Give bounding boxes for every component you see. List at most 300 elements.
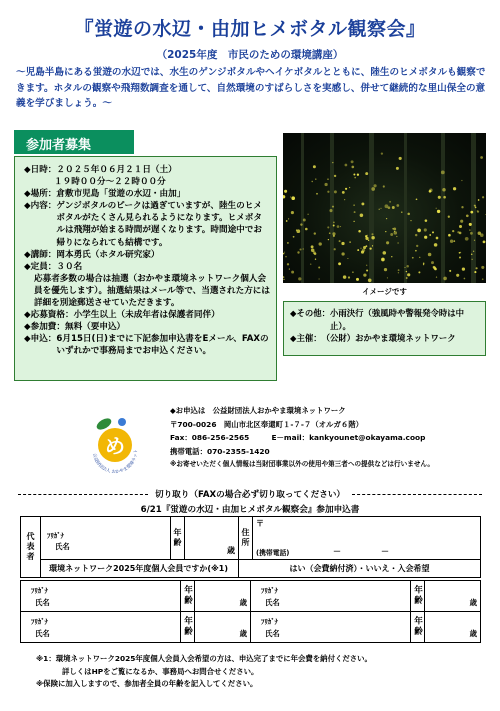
firefly-light bbox=[347, 258, 348, 259]
content-label: ◆内容： bbox=[24, 201, 57, 212]
furigana-label: ﾌﾘｶﾞﾅ bbox=[31, 618, 48, 626]
firefly-light bbox=[401, 212, 402, 213]
firefly-light bbox=[291, 271, 294, 274]
firefly-light bbox=[416, 245, 418, 247]
rep-address-field[interactable] bbox=[253, 517, 481, 560]
firefly-light bbox=[300, 223, 302, 225]
firefly-light bbox=[329, 209, 332, 212]
firefly-light bbox=[462, 267, 465, 270]
tree-trunk bbox=[330, 133, 334, 283]
firefly-light bbox=[315, 259, 316, 260]
firefly-light bbox=[460, 220, 463, 223]
firefly-light bbox=[285, 256, 286, 257]
logo-ring-text: 公益財団法人 おかやま環境ネット bbox=[91, 449, 140, 476]
firefly-light bbox=[284, 190, 287, 193]
firefly-light bbox=[311, 181, 312, 182]
firefly-light bbox=[389, 201, 391, 203]
firefly-light bbox=[289, 269, 290, 270]
capacity-value: ３０名 bbox=[56, 261, 83, 272]
firefly-light bbox=[366, 269, 368, 271]
firefly-light bbox=[476, 267, 478, 269]
member-age-field-4[interactable] bbox=[425, 612, 481, 643]
firefly-light bbox=[284, 252, 285, 253]
rep-age-field[interactable] bbox=[185, 517, 239, 560]
furigana-label: ﾌﾘｶﾞﾅ bbox=[261, 587, 278, 595]
apply-label: ◆申込： bbox=[24, 334, 57, 345]
firefly-light bbox=[286, 220, 288, 222]
member-form-rows bbox=[20, 580, 481, 643]
member-age-field-1[interactable] bbox=[195, 581, 251, 612]
member-age-field-2[interactable] bbox=[425, 581, 481, 612]
firefly-light bbox=[391, 256, 392, 257]
firefly-light bbox=[334, 248, 336, 250]
firefly-light bbox=[425, 219, 428, 222]
firefly-light bbox=[460, 252, 462, 254]
firefly-light bbox=[385, 204, 389, 208]
firefly-light bbox=[480, 156, 483, 159]
firefly-light bbox=[475, 207, 477, 209]
firefly-light bbox=[365, 172, 368, 175]
name-label: 氏名 bbox=[265, 629, 280, 638]
firefly-light bbox=[324, 183, 327, 186]
firefly-light bbox=[474, 205, 476, 207]
content-value: ゲンジボタルのピークは過ぎていますが、陸生のヒメボタルがたくさん見られるようになります。ヒメボタルは飛翔が始まる時間が遅くなります。時間途中でお帰りになられても結構です。 bbox=[56, 201, 262, 248]
firefly-light bbox=[410, 220, 411, 221]
age-label: 年齢 bbox=[411, 612, 425, 643]
age-label: 年齢 bbox=[181, 612, 195, 643]
lecturer-value: 岡本勇氏（ホタル研究家） bbox=[56, 249, 160, 260]
member-question: 環境ネットワーク2025年度個人会員ですか(※1) bbox=[41, 560, 239, 578]
fee-row bbox=[24, 321, 270, 333]
rep-sai-label: 歳 bbox=[227, 546, 235, 555]
firefly-light bbox=[383, 251, 387, 255]
rep-address-label: 住所 bbox=[239, 517, 253, 560]
time-value: １９時００分～２２時００分 bbox=[54, 177, 166, 188]
firefly-light bbox=[399, 157, 402, 160]
sai-label: 歳 bbox=[469, 598, 477, 607]
firefly-light bbox=[343, 275, 346, 278]
firefly-light bbox=[353, 221, 354, 222]
member-name-field-1[interactable] bbox=[21, 581, 181, 612]
firefly-light bbox=[349, 187, 350, 188]
firefly-light bbox=[344, 199, 345, 200]
postal-mark: 〒 bbox=[256, 519, 264, 528]
logo-mark-icon bbox=[84, 415, 146, 477]
firefly-light bbox=[341, 242, 344, 245]
firefly-light bbox=[415, 234, 417, 236]
rep-name-label: 氏名 bbox=[55, 542, 70, 551]
firefly-light bbox=[334, 175, 336, 177]
firefly-light bbox=[352, 271, 354, 273]
contact-mobile: 携帯電話：070-2355-1420 bbox=[170, 446, 270, 456]
firefly-light bbox=[424, 236, 427, 239]
representative-label: 代表者 bbox=[21, 517, 41, 578]
contact-fax-email: Fax：086-256-2565 E－mail：kankyounet@okayama.coop bbox=[170, 433, 426, 443]
firefly-light bbox=[448, 234, 451, 237]
firefly-light bbox=[387, 277, 388, 278]
firefly-light bbox=[296, 229, 297, 230]
firefly-light bbox=[354, 177, 356, 179]
firefly-light bbox=[441, 171, 445, 175]
eligibility-value: 小学生以上（未成年者は保護者同伴） bbox=[73, 310, 220, 321]
firefly-light bbox=[448, 216, 450, 218]
firefly-light bbox=[334, 190, 337, 193]
sai-label: 歳 bbox=[469, 629, 477, 638]
firefly-light bbox=[442, 188, 446, 192]
firefly-light bbox=[332, 162, 333, 163]
tree-trunk bbox=[369, 133, 374, 283]
firefly-light bbox=[423, 263, 425, 265]
firefly-light bbox=[415, 250, 417, 252]
firefly-light bbox=[433, 266, 436, 269]
firefly-light bbox=[398, 269, 400, 271]
firefly-light bbox=[318, 267, 320, 269]
firefly-light bbox=[372, 245, 373, 246]
firefly-light bbox=[457, 231, 459, 233]
firefly-light bbox=[351, 160, 354, 163]
firefly-light bbox=[319, 242, 322, 245]
details-box bbox=[14, 156, 277, 381]
footnotes bbox=[36, 653, 496, 691]
rep-age-label: 年齢 bbox=[171, 517, 185, 560]
date-label: ◆日時： bbox=[24, 165, 57, 175]
firefly-light bbox=[432, 231, 434, 233]
intro-text: ～児島半島にある蛍遊の水辺では、水生のゲンジボタルやヘイケボタルとともに、陸生のヒメボタルも観察できます。ホタルの観察や飛翔数調査を通して、自然環境のすばらしさを実感し、併せて継続的な里山保全の意義を学びましょう。～ bbox=[16, 67, 486, 109]
firefly-light bbox=[481, 266, 484, 269]
member-age-field-3[interactable] bbox=[195, 612, 251, 643]
firefly-light bbox=[371, 236, 374, 239]
place-value: 倉敷市児島「蛍遊の水辺・由加」 bbox=[56, 189, 186, 200]
mobile-label: (携帯電話) bbox=[256, 549, 290, 557]
firefly-light bbox=[313, 165, 316, 168]
firefly-light bbox=[397, 242, 398, 243]
firefly-light bbox=[434, 243, 438, 247]
firefly-light bbox=[362, 249, 365, 252]
cut-line-text: 切り取り（FAXの場合必ず切り取ってください） bbox=[0, 488, 500, 500]
firefly-light bbox=[368, 278, 372, 282]
firefly-light bbox=[290, 196, 291, 197]
firefly-light bbox=[307, 214, 308, 215]
firefly-light bbox=[418, 271, 420, 273]
privacy-note: ※お寄せいただく個人情報は当財団事業以外の使用や第三者への提供などは行いません。 bbox=[170, 460, 434, 469]
firefly-light bbox=[482, 196, 484, 198]
firefly-light bbox=[380, 208, 381, 209]
firefly-light bbox=[339, 240, 341, 242]
eligibility-label: ◆応募資格： bbox=[24, 310, 74, 321]
representative-form bbox=[20, 516, 481, 578]
firefly-light bbox=[360, 248, 361, 249]
page-subtitle: （2025年度 市民のための環境講座） bbox=[156, 49, 344, 61]
firefly-light bbox=[287, 263, 289, 265]
content-row bbox=[24, 200, 270, 248]
tree-trunk bbox=[301, 133, 304, 283]
tree-trunk bbox=[441, 133, 445, 283]
firefly-light bbox=[291, 211, 294, 214]
firefly-light bbox=[419, 257, 420, 258]
capacity-label: ◆定員： bbox=[24, 261, 57, 272]
firefly-light bbox=[465, 237, 469, 241]
firefly-light bbox=[412, 257, 414, 259]
firefly-light bbox=[369, 247, 371, 249]
firefly-light bbox=[438, 196, 441, 199]
firefly-light bbox=[345, 164, 348, 167]
firefly-light bbox=[283, 276, 284, 278]
capacity-note: 応募者多数の場合は抽選（おかやま環境ネットワーク個人会員を優先します）。抽選結果はメール等で、当選された方には詳細を別途郵送させていただきます。 bbox=[34, 273, 270, 309]
firefly-light bbox=[478, 199, 480, 201]
firefly-light bbox=[416, 198, 418, 200]
apply-row bbox=[24, 333, 270, 357]
firefly-light bbox=[429, 190, 432, 193]
firefly-light bbox=[310, 263, 311, 264]
firefly-light bbox=[379, 209, 380, 210]
firefly-light bbox=[436, 276, 437, 277]
firefly-light bbox=[315, 178, 316, 179]
firefly-light bbox=[311, 245, 314, 248]
firefly-light bbox=[456, 274, 459, 277]
firefly-light bbox=[353, 204, 355, 206]
firefly-light bbox=[341, 252, 344, 255]
lecturer-row bbox=[24, 249, 270, 261]
firefly-light bbox=[357, 174, 359, 176]
firefly-light bbox=[474, 240, 475, 241]
firefly-light bbox=[407, 213, 410, 216]
firefly-light bbox=[429, 234, 431, 236]
other-label: ◆その他： bbox=[290, 308, 330, 318]
firefly-light bbox=[459, 257, 461, 259]
age-label: 年齢 bbox=[411, 581, 425, 612]
firefly-light bbox=[470, 232, 473, 235]
organization-logo bbox=[84, 415, 146, 477]
logo-mark-text: め bbox=[105, 434, 125, 458]
rep-furigana-label: ﾌﾘｶﾞﾅ bbox=[47, 532, 64, 540]
firefly-photo-image bbox=[283, 133, 486, 283]
firefly-light bbox=[351, 166, 354, 169]
firefly-light bbox=[329, 232, 331, 234]
firefly-light bbox=[449, 270, 451, 272]
other-info-box bbox=[283, 301, 486, 356]
photo-caption: イメージです bbox=[362, 287, 407, 296]
form-title: 6/21『蛍遊の水辺・由加ヒメボタル観察会』参加申込書 bbox=[140, 505, 360, 515]
footnote-1: ※1：環境ネットワーク2025年度個人会員入会希望の方は、申込完了までに年会費を納付ください。 bbox=[36, 654, 372, 663]
firefly-light bbox=[288, 218, 289, 219]
firefly-light bbox=[303, 248, 304, 249]
firefly-light bbox=[443, 196, 446, 199]
firefly-light bbox=[404, 267, 405, 268]
firefly-light bbox=[483, 241, 486, 244]
firefly-light bbox=[474, 271, 476, 273]
recruit-banner: 参加者募集 bbox=[14, 130, 134, 154]
firefly-light bbox=[348, 276, 350, 278]
firefly-light bbox=[305, 228, 308, 231]
phone-dashes: － － bbox=[333, 547, 389, 556]
firefly-light bbox=[390, 233, 393, 236]
tree-trunk bbox=[404, 133, 407, 283]
firefly-light bbox=[293, 236, 295, 238]
firefly-light bbox=[358, 230, 361, 233]
firefly-light bbox=[356, 278, 359, 281]
firefly-light bbox=[368, 240, 369, 241]
firefly-light bbox=[366, 265, 367, 266]
firefly-light bbox=[428, 253, 432, 257]
firefly-light bbox=[311, 248, 312, 249]
firefly-light bbox=[423, 264, 424, 265]
firefly-light bbox=[469, 229, 470, 230]
firefly-light bbox=[363, 273, 366, 276]
firefly-light bbox=[327, 178, 328, 179]
firefly-light bbox=[396, 167, 399, 170]
firefly-light bbox=[470, 211, 473, 214]
rep-name-field[interactable] bbox=[41, 517, 171, 560]
firefly-light bbox=[354, 211, 356, 213]
firefly-photo bbox=[283, 133, 486, 283]
firefly-light bbox=[332, 206, 334, 208]
firefly-light bbox=[452, 230, 454, 232]
firefly-light bbox=[371, 187, 375, 191]
fee-value: 無料（要申込） bbox=[64, 322, 126, 333]
firefly-light bbox=[443, 277, 447, 281]
date-row bbox=[24, 164, 270, 176]
other-value: 小雨決行（強風時や警報発令時は中止）。 bbox=[329, 308, 464, 331]
firefly-light bbox=[342, 191, 345, 194]
firefly-light bbox=[450, 240, 453, 243]
organizer-value: （公財）おかやま環境ネットワーク bbox=[321, 333, 456, 343]
firefly-light bbox=[337, 225, 340, 228]
firefly-light bbox=[396, 204, 399, 207]
place-label: ◆場所： bbox=[24, 189, 57, 200]
name-label: 氏名 bbox=[265, 598, 280, 607]
firefly-light bbox=[291, 196, 295, 200]
firefly-light bbox=[485, 214, 486, 215]
firefly-light bbox=[363, 246, 366, 249]
firefly-light bbox=[480, 233, 484, 237]
firefly-light bbox=[332, 232, 335, 235]
member-name-field-2[interactable] bbox=[251, 581, 411, 612]
firefly-light bbox=[431, 261, 434, 264]
furigana-label: ﾌﾘｶﾞﾅ bbox=[31, 587, 48, 595]
firefly-light bbox=[360, 214, 364, 218]
footnote-2: ※保険に加入しますので、参加者全員の年齢を記入してください。 bbox=[36, 679, 258, 689]
sai-label: 歳 bbox=[239, 629, 247, 638]
fee-label: ◆参加費： bbox=[24, 322, 65, 333]
firefly-light bbox=[386, 241, 389, 244]
firefly-light bbox=[459, 225, 462, 228]
page-title: 『蛍遊の水辺・由加ヒメボタル観察会』 bbox=[74, 18, 426, 40]
firefly-light bbox=[361, 202, 364, 205]
firefly-light bbox=[381, 258, 385, 262]
sai-label: 歳 bbox=[239, 598, 247, 607]
firefly-light bbox=[287, 242, 289, 244]
member-answer-field[interactable]: はい（会費納付済）・いいえ・入会希望 bbox=[239, 560, 481, 578]
eligibility-row bbox=[24, 309, 270, 321]
firefly-light bbox=[283, 195, 285, 198]
firefly-light bbox=[384, 268, 387, 271]
firefly-light bbox=[314, 232, 316, 234]
contact-line-1: ◆お申込は 公益財団法人おかやま環境ネットワーク bbox=[170, 406, 346, 415]
firefly-light bbox=[472, 259, 473, 260]
firefly-light bbox=[345, 188, 347, 190]
firefly-light bbox=[298, 277, 301, 280]
firefly-light bbox=[374, 184, 377, 187]
member-name-field-4[interactable] bbox=[251, 612, 411, 643]
firefly-light bbox=[328, 239, 329, 240]
firefly-light bbox=[297, 251, 299, 253]
firefly-light bbox=[357, 249, 359, 251]
place-row bbox=[24, 188, 270, 200]
contact-block bbox=[170, 404, 490, 472]
firefly-light bbox=[338, 262, 341, 265]
firefly-light bbox=[406, 271, 407, 272]
firefly-light bbox=[436, 208, 437, 209]
firefly-light bbox=[327, 191, 329, 193]
organizer-label: ◆主催： bbox=[290, 333, 322, 343]
firefly-light bbox=[406, 265, 409, 268]
firefly-light bbox=[283, 253, 284, 255]
firefly-light bbox=[333, 225, 335, 227]
firefly-light bbox=[318, 278, 319, 279]
capacity-row bbox=[24, 261, 270, 273]
name-label: 氏名 bbox=[35, 598, 50, 607]
contact-address: 〒700-0026 岡山市北区奉還町１-７-７（オルガ６階） bbox=[170, 419, 364, 429]
firefly-light bbox=[477, 210, 479, 212]
firefly-light bbox=[453, 240, 455, 242]
apply-value: 6月15日(日)までに下記参加申込書をEメール、FAXのいずれかで事務局までお申込ください。 bbox=[56, 334, 269, 357]
firefly-light bbox=[340, 226, 341, 227]
footnote-1-detail: 詳しくはHPをご覧になるか、事務局へお問合せください。 bbox=[62, 666, 259, 676]
firefly-light bbox=[371, 233, 373, 235]
date-value: ２０２５年０６月２１日（土） bbox=[56, 165, 177, 175]
firefly-light bbox=[469, 223, 472, 226]
firefly-light bbox=[381, 152, 383, 154]
firefly-light bbox=[398, 272, 399, 273]
firefly-light bbox=[303, 219, 306, 222]
firefly-light bbox=[299, 248, 301, 250]
firefly-light bbox=[349, 241, 350, 242]
firefly-light bbox=[436, 237, 439, 240]
firefly-light bbox=[394, 231, 395, 232]
firefly-light bbox=[461, 180, 462, 181]
firefly-light bbox=[417, 229, 421, 233]
firefly-light bbox=[365, 235, 367, 237]
firefly-light bbox=[316, 193, 318, 195]
firefly-light bbox=[392, 228, 394, 230]
name-label: 氏名 bbox=[35, 629, 50, 638]
firefly-light bbox=[396, 236, 397, 237]
firefly-light bbox=[464, 278, 466, 280]
firefly-light bbox=[385, 231, 386, 232]
firefly-light bbox=[327, 226, 329, 228]
firefly-light bbox=[473, 251, 474, 252]
firefly-light bbox=[407, 273, 410, 276]
lecturer-label: ◆講師： bbox=[24, 249, 57, 260]
firefly-light bbox=[437, 210, 440, 213]
firefly-light bbox=[453, 187, 456, 190]
age-label: 年齢 bbox=[181, 581, 195, 612]
firefly-light bbox=[424, 228, 427, 231]
firefly-light bbox=[386, 218, 387, 219]
firefly-light bbox=[383, 185, 385, 187]
firefly-light bbox=[461, 206, 463, 208]
firefly-light bbox=[466, 214, 469, 217]
other-row bbox=[290, 307, 480, 332]
firefly-light bbox=[482, 278, 484, 280]
member-name-field-3[interactable] bbox=[21, 612, 181, 643]
firefly-light bbox=[406, 277, 408, 279]
firefly-light bbox=[283, 279, 284, 280]
firefly-light bbox=[353, 174, 355, 176]
furigana-label: ﾌﾘｶﾞﾅ bbox=[261, 618, 278, 626]
firefly-light bbox=[333, 222, 335, 224]
firefly-light bbox=[392, 206, 395, 209]
